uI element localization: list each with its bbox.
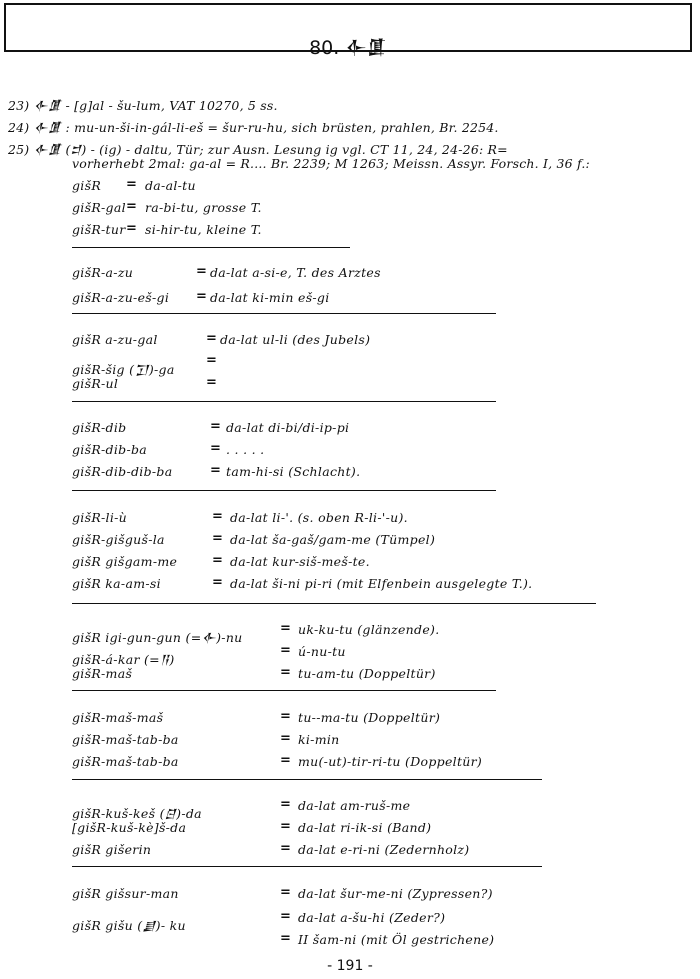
equals-sign: = [280,931,291,946]
equals-sign: = [280,709,291,724]
sumerian-term: gišR [72,178,102,193]
sumerian-term: gišR gišerin [72,842,152,857]
akkadian-translation: da-lat ša-gaš/gam-me (Tümpel) [230,532,436,547]
equals-sign: = [212,509,223,524]
sumerian-term: gišR-a-zu [72,265,134,280]
akkadian-translation: ra-bi-tu, grosse T. [145,200,262,215]
sumerian-term: gišR-tur [72,222,126,237]
section-divider [72,401,496,402]
akkadian-translation: da-lat ri-ik-si (Band) [298,820,432,835]
equals-sign: = [212,575,223,590]
equals-sign: = [206,353,217,368]
section-divider [72,313,496,314]
equals-sign: = [280,909,291,924]
akkadian-translation: da-lat ul-li (des Jubels) [220,332,371,347]
akkadian-translation: mu(-ut)-tir-ri-tu (Doppeltür) [298,754,483,769]
akkadian-translation: ki-min [298,732,340,747]
akkadian-translation: tu--ma-tu (Doppeltür) [298,710,441,725]
akkadian-translation: da-lat li-'. (s. oben R-li-'-u). [230,510,408,525]
section-divider [72,247,350,248]
equals-sign: = [280,753,291,768]
equals-sign: = [126,221,137,236]
equals-sign: = [210,419,221,434]
akkadian-translation: da-lat ki-min eš-gi [210,290,330,305]
sumerian-term: gišR-gišguš-la [72,532,165,547]
sumerian-term: gišR gišgam-me [72,554,178,569]
akkadian-translation: da-lat a-si-e, T. des Arztes [210,265,381,280]
page-number: - 191 - [327,958,373,974]
akkadian-translation: uk-ku-tu (glänzende). [298,622,440,637]
akkadian-translation: da-lat kur-siš-meš-te. [230,554,370,569]
section-divider [72,866,542,867]
sumerian-term: [gišR-kuš-kè]š-da [72,820,187,835]
equals-sign: = [280,885,291,900]
entry-24-line: 24) 𒅆𒂠 : mu-un-ši-in-gál-li-eš = šur-ru-hu, sich brüsten, prahlen, Br. 2254. [8,120,499,135]
sumerian-term: gišR-dib [72,420,127,435]
akkadian-translation: da-lat am-ruš-me [298,798,411,813]
sumerian-term: gišR-maš-tab-ba [72,754,179,769]
sumerian-term: gišR-šig (𒋛)-ga [72,362,175,377]
sumerian-term: gišR-kuš-keš (𒆪)-da [72,806,202,821]
sumerian-term: gišR-á-kar (=𒀀) [72,652,175,667]
equals-sign: = [280,731,291,746]
sumerian-term: gišR-ul [72,376,119,391]
akkadian-translation: da-lat e-ri-ni (Zedernholz) [298,842,470,857]
section-divider [72,779,542,780]
akkadian-translation: si-hir-tu, kleine T. [145,222,262,237]
section-divider [72,690,496,691]
sumerian-term: gišR-dib-dib-ba [72,464,173,479]
sumerian-term: gišR gišu (𒋗)- ku [72,918,186,933]
sumerian-term: gišR-maš [72,666,133,681]
equals-sign: = [196,264,207,279]
equals-sign: = [206,331,217,346]
sumerian-term: gišR-dib-ba [72,442,148,457]
akkadian-translation: tu-am-tu (Doppeltür) [298,666,436,681]
equals-sign: = [196,289,207,304]
akkadian-translation: da-lat a-šu-hi (Zeder?) [298,910,446,925]
sumerian-term: gišR-a-zu-eš-gi [72,290,170,305]
entry-25-line: 25) 𒅆𒂠 (𒄑) - (ig) - daltu, Tür; zur Ausn. Lesung ig vgl. CT 11, 24, 24-26: R= [8,142,508,157]
entry-25-continuation: vorherhebt 2mal: ga-al = R.... Br. 2239; M 1263; Meissn. Assyr. Forsch. I, 36 f.: [72,156,590,171]
akkadian-translation: da-lat di-bi/di-ip-pi [226,420,350,435]
equals-sign: = [206,375,217,390]
akkadian-translation: da-lat šur-me-ni (Zypressen?) [298,886,493,901]
section-divider [72,603,596,604]
akkadian-translation: . . . . . [226,442,265,457]
sumerian-term: gišR ka-am-si [72,576,161,591]
equals-sign: = [126,199,137,214]
akkadian-translation: II šam-ni (mit Öl gestrichene) [298,932,495,947]
entry-23-line: 23) 𒅆𒂠 - [g]al - šu-lum, VAT 10270, 5 ss. [8,98,278,113]
equals-sign: = [212,553,223,568]
akkadian-translation: da-al-tu [145,178,196,193]
sumerian-term: gišR-li-ù [72,510,128,525]
equals-sign: = [280,665,291,680]
equals-sign: = [280,797,291,812]
akkadian-translation: ú-nu-tu [298,644,346,659]
equals-sign: = [280,621,291,636]
sumerian-term: gišR-gal [72,200,126,215]
section-divider [72,490,496,491]
equals-sign: = [280,643,291,658]
equals-sign: = [280,819,291,834]
sumerian-term: gišR-maš-tab-ba [72,732,179,747]
page-title: 80. 𒅆𒂠 [309,37,387,59]
sumerian-term: gišR a-zu-gal [72,332,158,347]
sumerian-term: gišR-maš-maš [72,710,164,725]
akkadian-translation: da-lat ši-ni pi-ri (mit Elfenbein ausgelegte T.). [230,576,533,591]
akkadian-translation: tam-hi-si (Schlacht). [226,464,361,479]
equals-sign: = [280,841,291,856]
title-box [4,3,692,59]
sumerian-term: gišR gišsur-man [72,886,179,901]
equals-sign: = [212,531,223,546]
sumerian-term: gišR igi-gun-gun (=𒅆)-nu [72,630,243,645]
equals-sign: = [210,463,221,478]
equals-sign: = [126,177,137,192]
equals-sign: = [210,441,221,456]
